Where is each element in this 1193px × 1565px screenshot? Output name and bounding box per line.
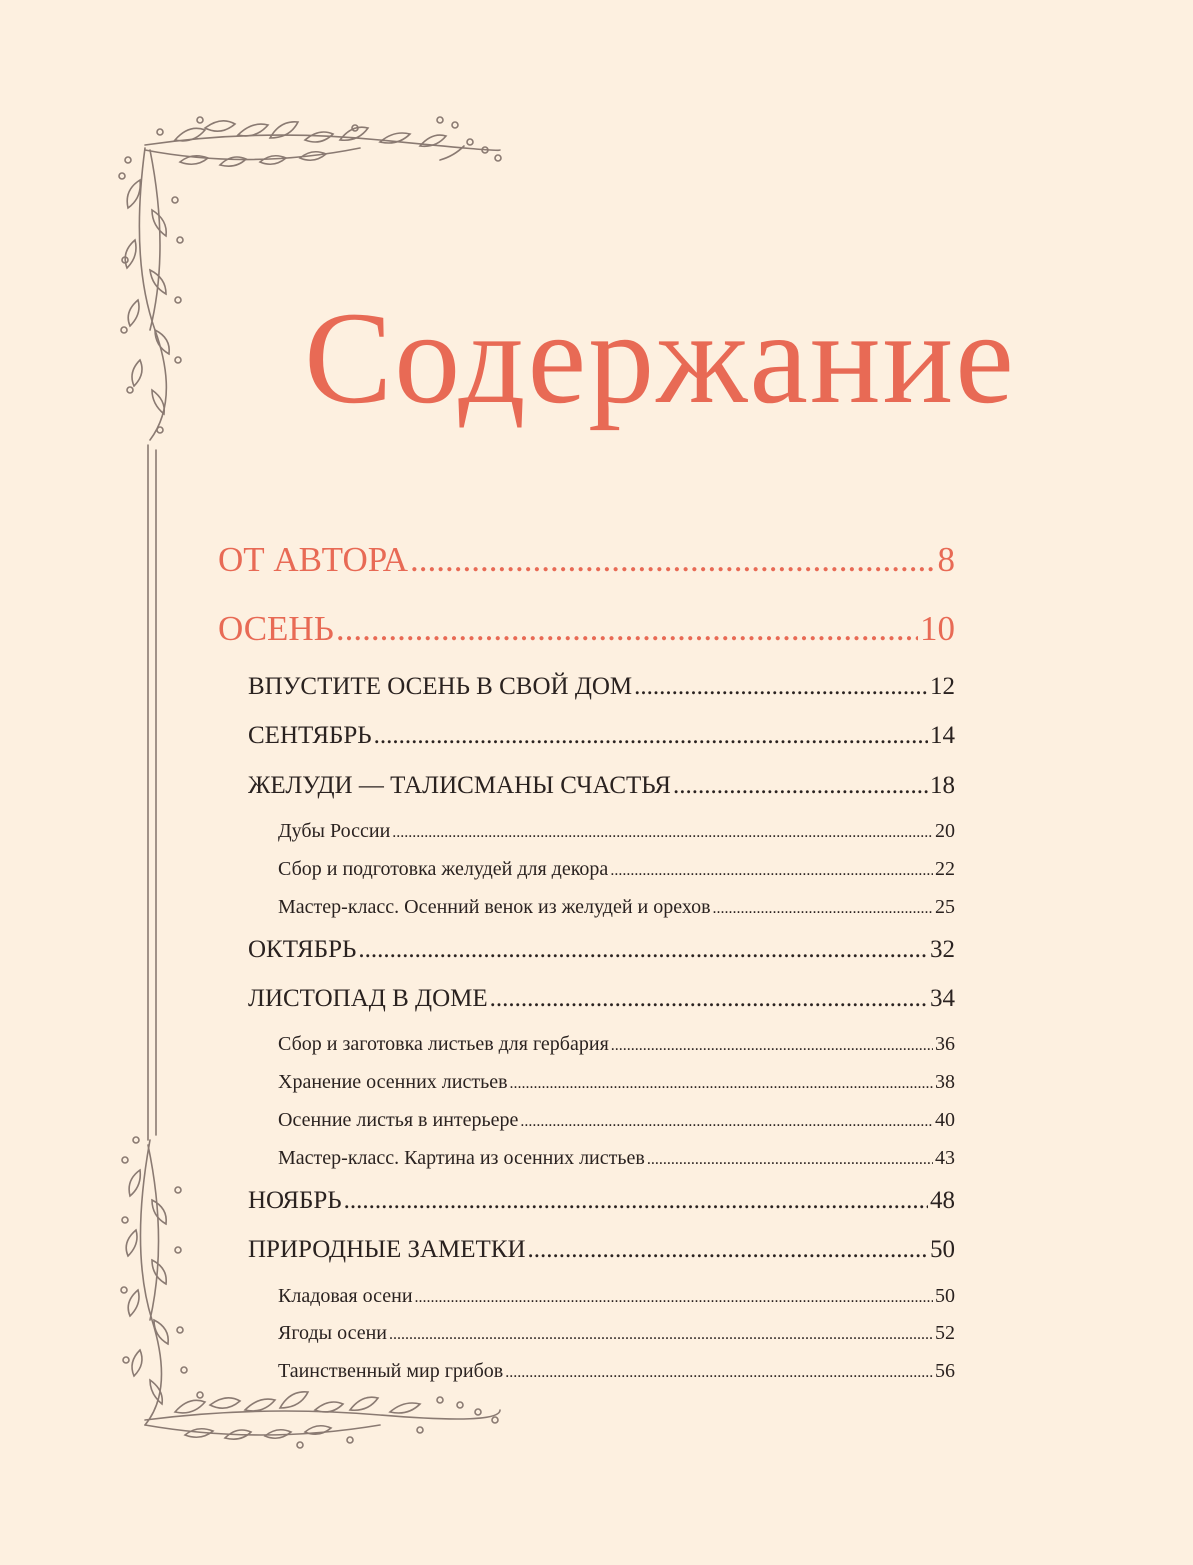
toc-entry-page: 12 <box>930 673 955 700</box>
toc-leader-dots <box>415 1289 933 1307</box>
toc-entry-label: ОСЕНЬ <box>218 609 334 648</box>
toc-entry-label: ЖЕЛУДИ — ТАЛИСМАНЫ СЧАСТЬЯ <box>248 772 671 799</box>
toc-leader-dots <box>410 540 935 580</box>
toc-entry[interactable] <box>278 896 955 922</box>
toc-entry-page: 36 <box>935 1033 955 1055</box>
toc-entry-label: Мастер-класс. Картина из осенних листьев <box>278 1147 645 1169</box>
toc-entry-label: ВПУСТИТЕ ОСЕНЬ В СВОЙ ДОМ <box>248 673 633 700</box>
toc-entry-page: 18 <box>930 772 955 799</box>
toc-entry-label: Ягоды осени <box>278 1322 387 1344</box>
toc-entry-page: 43 <box>935 1147 955 1169</box>
toc-entry-label: ПРИРОДНЫЕ ЗАМЕТКИ <box>248 1236 526 1263</box>
toc-entry[interactable] <box>278 1322 955 1348</box>
toc-leader-dots <box>713 900 933 918</box>
toc-entry[interactable] <box>248 722 955 754</box>
toc-leader-dots <box>510 1075 933 1093</box>
toc-entry[interactable] <box>278 1071 955 1097</box>
toc-entry-label: НОЯБРЬ <box>248 1187 342 1214</box>
toc-leader-dots <box>392 824 933 842</box>
toc-entry-page: 10 <box>920 609 955 648</box>
toc-entry-page: 40 <box>935 1109 955 1131</box>
toc-entry-page: 22 <box>935 858 955 880</box>
toc-entry-page: 20 <box>935 820 955 842</box>
toc-entry[interactable] <box>218 540 955 584</box>
toc-entry-label: Осенние листья в интерьере <box>278 1109 519 1131</box>
toc-leader-dots <box>505 1364 933 1382</box>
toc-entry[interactable] <box>278 1147 955 1173</box>
toc-entry[interactable] <box>218 609 955 653</box>
toc-entry-page: 14 <box>930 722 955 749</box>
toc-entry-label: ЛИСТОПАД В ДОМЕ <box>248 985 488 1012</box>
toc-entry-page: 52 <box>935 1322 955 1344</box>
toc-leader-dots <box>490 985 928 1013</box>
toc-entry[interactable] <box>278 1033 955 1059</box>
toc-entry-label: ОКТЯБРЬ <box>248 936 357 963</box>
toc-entry[interactable] <box>248 673 955 705</box>
toc-entry-page: 25 <box>935 896 955 918</box>
toc-leader-dots <box>374 722 928 750</box>
toc-entry-label: Кладовая осени <box>278 1285 413 1307</box>
toc-entry[interactable] <box>278 1360 955 1386</box>
toc-entry[interactable] <box>248 1187 955 1219</box>
toc-entry-label: Дубы России <box>278 820 391 842</box>
toc-entry-label: Таинственный мир грибов <box>278 1360 504 1382</box>
page-title: Содержание <box>304 284 1016 431</box>
toc-entry-page: 38 <box>935 1071 955 1093</box>
toc-leader-dots <box>389 1326 933 1344</box>
toc-leader-dots <box>358 936 928 964</box>
toc-entry[interactable] <box>248 936 955 968</box>
toc-leader-dots <box>634 673 928 701</box>
toc-leader-dots <box>344 1187 928 1215</box>
toc-entry-label: Сбор и подготовка желудей для декора <box>278 858 609 880</box>
toc-entry-page: 48 <box>930 1187 955 1214</box>
toc-leader-dots <box>520 1113 933 1131</box>
toc-leader-dots <box>528 1236 928 1264</box>
toc-leader-dots <box>673 772 928 800</box>
toc-entry-page: 32 <box>930 936 955 963</box>
toc-entry-page: 34 <box>930 985 955 1012</box>
toc-leader-dots <box>336 609 918 649</box>
toc-entry-label: ОТ АВТОРА <box>218 540 409 579</box>
toc-entry-page: 50 <box>935 1285 955 1307</box>
toc-entry[interactable] <box>248 772 955 804</box>
toc-entry[interactable] <box>278 858 955 884</box>
toc-entry[interactable] <box>278 1109 955 1135</box>
toc-leader-dots <box>610 862 933 880</box>
toc-entry[interactable] <box>248 1236 955 1268</box>
toc-entry-page: 50 <box>930 1236 955 1263</box>
toc-entry-label: Мастер-класс. Осенний венок из желудей и орехов <box>278 896 711 918</box>
toc-entry[interactable] <box>248 985 955 1017</box>
toc-leader-dots <box>611 1037 933 1055</box>
toc-entry[interactable] <box>278 1285 955 1311</box>
toc-leader-dots <box>647 1151 933 1169</box>
toc-entry[interactable] <box>278 820 955 846</box>
toc-entry-page: 56 <box>935 1360 955 1382</box>
toc-entry-label: Хранение осенних листьев <box>278 1071 508 1093</box>
toc-entry-page: 8 <box>937 540 955 579</box>
toc-entry-label: Сбор и заготовка листьев для гербария <box>278 1033 609 1055</box>
toc-entry-label: СЕНТЯБРЬ <box>248 722 372 749</box>
